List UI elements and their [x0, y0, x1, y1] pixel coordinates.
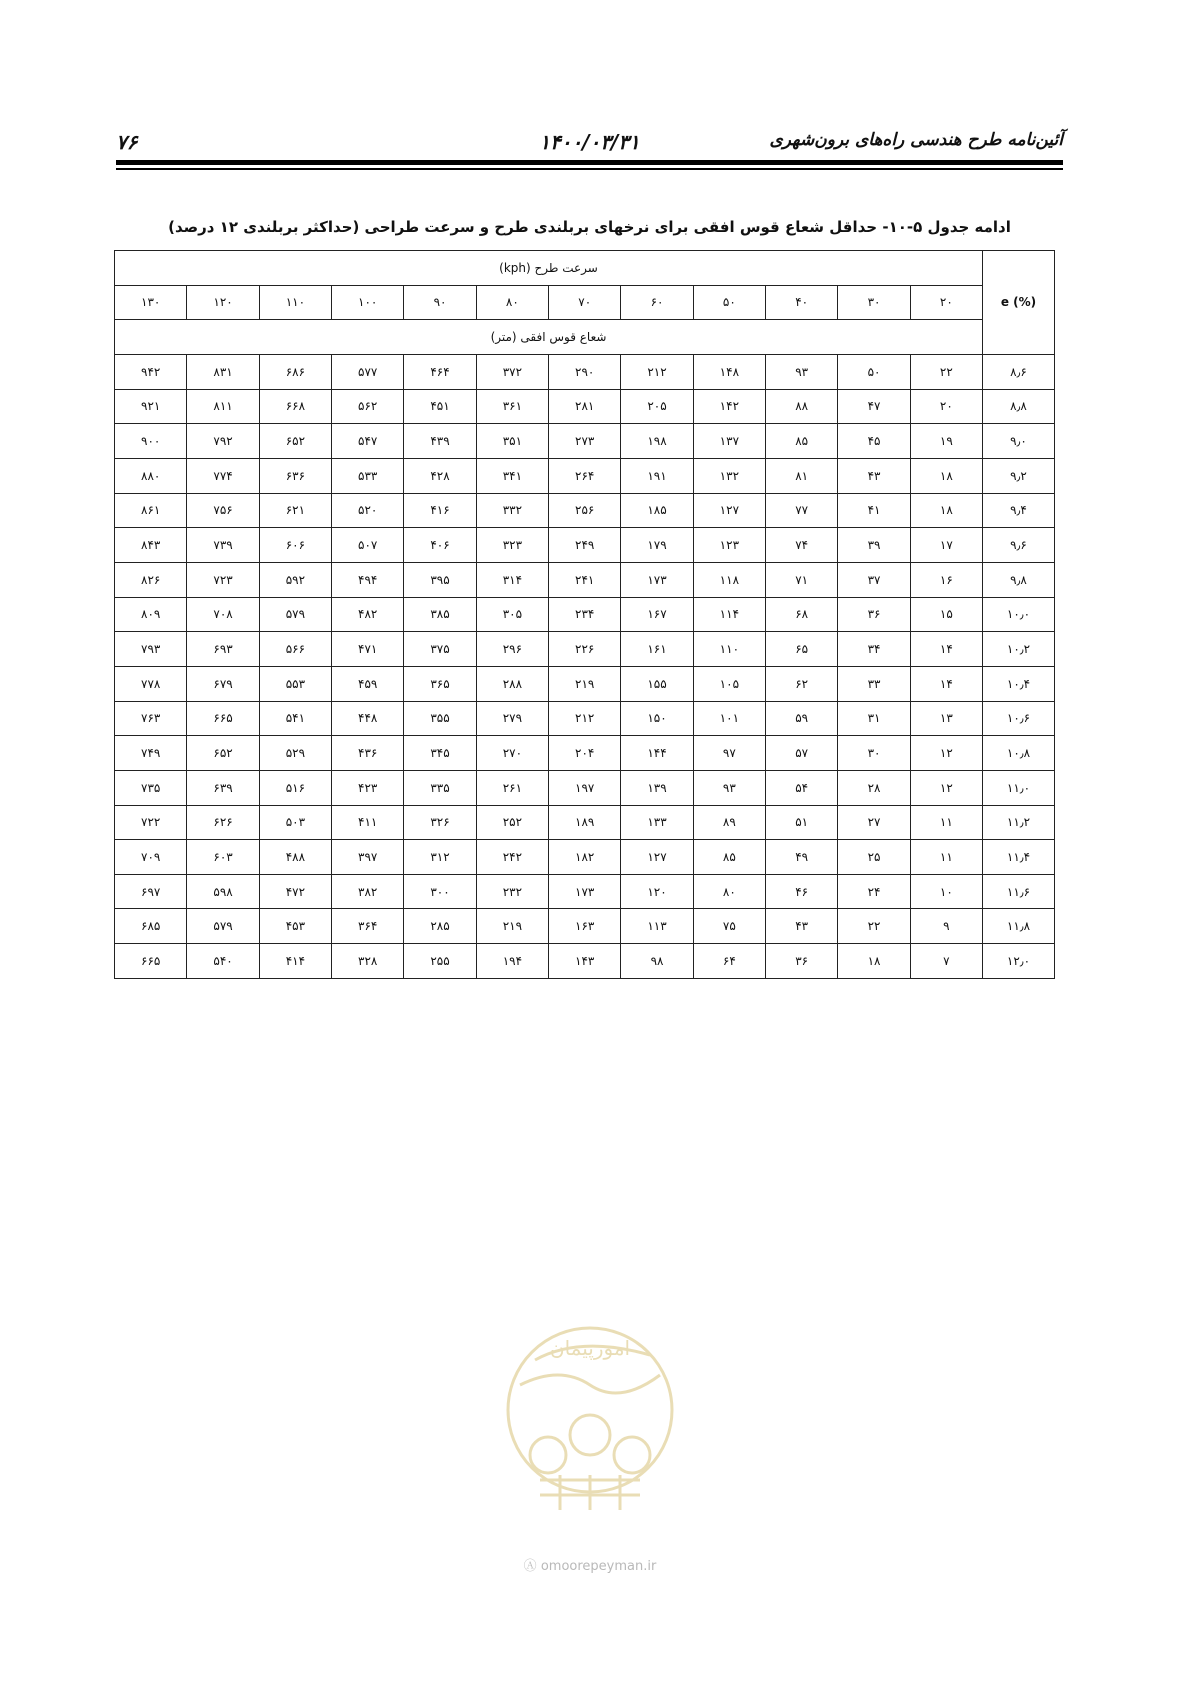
- radius-cell: ۱۳۳: [621, 805, 693, 840]
- e-value-cell: ۱۱٫۴: [983, 840, 1055, 875]
- radius-cell: ۳۴۱: [476, 458, 548, 493]
- radius-cell: ۱۸۵: [621, 493, 693, 528]
- radius-cell: ۵۴۷: [332, 424, 404, 459]
- radius-cell: ۲۱۹: [476, 909, 548, 944]
- radius-cell: ۴۶۴: [404, 354, 476, 389]
- radius-cell: ۷: [910, 944, 982, 979]
- speed-cell: ۶۰: [621, 285, 693, 320]
- radius-cell: ۲۳۴: [549, 597, 621, 632]
- e-value-cell: ۱۱٫۶: [983, 874, 1055, 909]
- speed-cell: ۱۳۰: [115, 285, 187, 320]
- radius-cell: ۹۳: [766, 354, 838, 389]
- watermark-logo-text: امورپیمان: [549, 1336, 631, 1360]
- radius-cell: ۲۵: [838, 840, 910, 875]
- radius-cell: ۲۵۵: [404, 944, 476, 979]
- radius-cell: ۱۱: [910, 840, 982, 875]
- radius-cell: ۸۶۱: [115, 493, 187, 528]
- radius-cell: ۴۹: [766, 840, 838, 875]
- radius-cell: ۳۶۵: [404, 666, 476, 701]
- radius-cell: ۱۴۲: [693, 389, 765, 424]
- radius-cell: ۴۸۲: [332, 597, 404, 632]
- radius-cell: ۱۴۴: [621, 736, 693, 771]
- radius-cell: ۷۰۸: [187, 597, 259, 632]
- radius-cell: ۶۶۵: [115, 944, 187, 979]
- radius-cell: ۴۷: [838, 389, 910, 424]
- radius-cell: ۲۱۹: [549, 666, 621, 701]
- radius-cell: ۳۰۵: [476, 597, 548, 632]
- at-icon: Ⓐ: [523, 1559, 537, 1574]
- radius-cell: ۵۰۳: [259, 805, 331, 840]
- radius-cell: ۶۵: [766, 632, 838, 667]
- radius-cell: ۷۰۹: [115, 840, 187, 875]
- e-value-cell: ۹٫۸: [983, 562, 1055, 597]
- radius-cell: ۴۶: [766, 874, 838, 909]
- radius-cell: ۳۶: [838, 597, 910, 632]
- radius-cell: ۶۰۳: [187, 840, 259, 875]
- radius-cell: ۵۷: [766, 736, 838, 771]
- radius-cell: ۲۸: [838, 770, 910, 805]
- radius-cell: ۸۰۹: [115, 597, 187, 632]
- radius-cell: ۱۷: [910, 528, 982, 563]
- radius-cell: ۶۷۹: [187, 666, 259, 701]
- e-value-cell: ۱۱٫۲: [983, 805, 1055, 840]
- radius-cell: ۲۰: [910, 389, 982, 424]
- speed-header-row: [115, 251, 1055, 286]
- radius-cell: ۳۶۴: [332, 909, 404, 944]
- radius-cell: ۸۳۱: [187, 354, 259, 389]
- radius-cell: ۵۶۶: [259, 632, 331, 667]
- radius-cell: ۱۶۷: [621, 597, 693, 632]
- e-value-cell: ۹٫۶: [983, 528, 1055, 563]
- radius-cell: ۶۸۵: [115, 909, 187, 944]
- e-value-cell: ۹٫۲: [983, 458, 1055, 493]
- radius-cell: ۶۸۶: [259, 354, 331, 389]
- radius-cell: ۲۲: [910, 354, 982, 389]
- radius-cell: ۲۷۳: [549, 424, 621, 459]
- table-row: [115, 424, 1055, 459]
- radius-cell: ۶۵۲: [187, 736, 259, 771]
- radius-cell: ۵۹: [766, 701, 838, 736]
- radius-cell: ۴۱۶: [404, 493, 476, 528]
- radius-cell: ۳۷۵: [404, 632, 476, 667]
- radius-cell: ۵۱: [766, 805, 838, 840]
- radius-cell: ۸۵: [766, 424, 838, 459]
- radius-cell: ۲۶۱: [476, 770, 548, 805]
- e-value-cell: ۹٫۴: [983, 493, 1055, 528]
- radius-cell: ۳۱۲: [404, 840, 476, 875]
- radius-cell: ۹۴۲: [115, 354, 187, 389]
- radius-cell: ۶۲۶: [187, 805, 259, 840]
- radius-cell: ۲۱۲: [549, 701, 621, 736]
- radius-cell: ۱۳: [910, 701, 982, 736]
- radius-cell: ۸۸: [766, 389, 838, 424]
- radius-cell: ۶۲۱: [259, 493, 331, 528]
- e-value-cell: ۹٫۰: [983, 424, 1055, 459]
- radius-cell: ۵۷۹: [187, 909, 259, 944]
- radius-cell: ۴۷۲: [259, 874, 331, 909]
- radius-cell: ۱۸: [910, 458, 982, 493]
- radius-cell: ۱۴: [910, 666, 982, 701]
- watermark-logo: [500, 1315, 680, 1525]
- table-row: [115, 840, 1055, 875]
- radius-cell: ۳۵۵: [404, 701, 476, 736]
- radius-cell: ۷۴: [766, 528, 838, 563]
- radius-cell: ۷۵: [693, 909, 765, 944]
- e-value-cell: ۱۰٫۴: [983, 666, 1055, 701]
- radius-cell: ۶۹۳: [187, 632, 259, 667]
- radius-cell: ۳۷۲: [476, 354, 548, 389]
- radius-cell: ۴۱: [838, 493, 910, 528]
- radius-cell: ۲۴۲: [476, 840, 548, 875]
- table-row: [115, 944, 1055, 979]
- radius-cell: ۴۵۳: [259, 909, 331, 944]
- radius-cell: ۵۲۰: [332, 493, 404, 528]
- table-row: [115, 493, 1055, 528]
- radius-cell: ۸۵: [693, 840, 765, 875]
- radius-cell: ۸۸۰: [115, 458, 187, 493]
- radius-cell: ۱۹۸: [621, 424, 693, 459]
- radius-header: شعاع قوس افقی (متر): [115, 320, 983, 355]
- table-caption: ادامه جدول ۵-۱۰- حداقل شعاع قوس افقی برای نرخهای بربلندی طرح و سرعت طراحی (حداکثر بربلندی ۱۲ درصد): [168, 218, 1011, 236]
- radius-cell: ۱۰: [910, 874, 982, 909]
- radius-cell: ۴۹۴: [332, 562, 404, 597]
- radius-cell: ۱۱۸: [693, 562, 765, 597]
- radius-cell: ۲۰۴: [549, 736, 621, 771]
- radius-cell: ۶۳۹: [187, 770, 259, 805]
- radius-cell: ۷۹۳: [115, 632, 187, 667]
- radius-cell: ۱۲: [910, 736, 982, 771]
- radius-cell: ۲۴۹: [549, 528, 621, 563]
- radius-cell: ۴۳۹: [404, 424, 476, 459]
- radius-cell: ۱۲۰: [621, 874, 693, 909]
- radius-cell: ۹۰۰: [115, 424, 187, 459]
- radius-cell: ۱۶: [910, 562, 982, 597]
- radius-cell: ۲۲: [838, 909, 910, 944]
- radius-cell: ۶۹۷: [115, 874, 187, 909]
- radius-cell: ۳۷: [838, 562, 910, 597]
- radius-cell: ۱۴۸: [693, 354, 765, 389]
- radius-cell: ۱۵۵: [621, 666, 693, 701]
- radius-cell: ۷۷۸: [115, 666, 187, 701]
- radius-cell: ۱۵۰: [621, 701, 693, 736]
- radius-table: [114, 250, 1055, 979]
- radius-cell: ۱۴۳: [549, 944, 621, 979]
- radius-cell: ۳۰: [838, 736, 910, 771]
- e-percent-header: e (%): [983, 251, 1055, 355]
- radius-cell: ۶۰۶: [259, 528, 331, 563]
- radius-cell: ۷۲۳: [187, 562, 259, 597]
- speed-cell: ۸۰: [476, 285, 548, 320]
- radius-cell: ۱۸۹: [549, 805, 621, 840]
- radius-cell: ۵۲۹: [259, 736, 331, 771]
- radius-cell: ۴۵۱: [404, 389, 476, 424]
- radius-cell: ۴۳۶: [332, 736, 404, 771]
- radius-cell: ۱۵: [910, 597, 982, 632]
- radius-cell: ۴۳: [766, 909, 838, 944]
- radius-cell: ۱۹: [910, 424, 982, 459]
- speed-cell: ۷۰: [549, 285, 621, 320]
- radius-cell: ۳۶۱: [476, 389, 548, 424]
- speed-cell: ۴۰: [766, 285, 838, 320]
- e-value-cell: ۱۰٫۶: [983, 701, 1055, 736]
- radius-cell: ۳۸۵: [404, 597, 476, 632]
- watermark-url: [500, 1555, 680, 1574]
- table-row: [115, 666, 1055, 701]
- radius-cell: ۸۱: [766, 458, 838, 493]
- radius-cell: ۱۹۱: [621, 458, 693, 493]
- radius-cell: ۶۶۵: [187, 701, 259, 736]
- radius-cell: ۵۴۰: [187, 944, 259, 979]
- radius-cell: ۳۹۷: [332, 840, 404, 875]
- radius-cell: ۲۲۶: [549, 632, 621, 667]
- radius-cell: ۱۷۳: [549, 874, 621, 909]
- radius-cell: ۳۱۴: [476, 562, 548, 597]
- radius-cell: ۷۱: [766, 562, 838, 597]
- header-date: ۱۴۰۰/۰۳/۳۱: [539, 130, 640, 154]
- radius-cell: ۴۱۴: [259, 944, 331, 979]
- table-row: [115, 597, 1055, 632]
- radius-cell: ۱۳۹: [621, 770, 693, 805]
- radius-cell: ۸۰: [693, 874, 765, 909]
- radius-cell: ۵۹۲: [259, 562, 331, 597]
- radius-cell: ۱۶۳: [549, 909, 621, 944]
- radius-cell: ۴۲۳: [332, 770, 404, 805]
- speed-header: سرعت طرح (kph): [115, 251, 983, 286]
- e-value-cell: ۱۲٫۰: [983, 944, 1055, 979]
- radius-cell: ۳۴: [838, 632, 910, 667]
- radius-cell: ۱۱: [910, 805, 982, 840]
- radius-cell: ۵۹۸: [187, 874, 259, 909]
- radius-cell: ۶۸: [766, 597, 838, 632]
- table-row: [115, 874, 1055, 909]
- radius-cell: ۲۵۲: [476, 805, 548, 840]
- radius-cell: ۶۴: [693, 944, 765, 979]
- radius-cell: ۱۲۷: [621, 840, 693, 875]
- table-row: [115, 909, 1055, 944]
- radius-cell: ۲۴۱: [549, 562, 621, 597]
- e-value-cell: ۱۰٫۲: [983, 632, 1055, 667]
- speed-cell: ۱۱۰: [259, 285, 331, 320]
- radius-cell: ۴۲۸: [404, 458, 476, 493]
- table-row: [115, 562, 1055, 597]
- radius-cell: ۲۰۵: [621, 389, 693, 424]
- radius-cell: ۵۵۳: [259, 666, 331, 701]
- radius-cell: ۲۸۱: [549, 389, 621, 424]
- radius-cell: ۷۹۲: [187, 424, 259, 459]
- radius-cell: ۶۳۶: [259, 458, 331, 493]
- radius-cell: ۱۶۱: [621, 632, 693, 667]
- table-row: [115, 458, 1055, 493]
- radius-cell: ۹۷: [693, 736, 765, 771]
- radius-header-row: [115, 320, 1055, 355]
- radius-cell: ۴۵۹: [332, 666, 404, 701]
- radius-cell: ۴۳: [838, 458, 910, 493]
- radius-cell: ۱۳۷: [693, 424, 765, 459]
- table-row: [115, 770, 1055, 805]
- radius-cell: ۷۷: [766, 493, 838, 528]
- radius-cell: ۳۳۵: [404, 770, 476, 805]
- speed-cell: ۳۰: [838, 285, 910, 320]
- table-row: [115, 736, 1055, 771]
- radius-cell: ۶۶۸: [259, 389, 331, 424]
- table-row: [115, 632, 1055, 667]
- radius-cell: ۴۸۸: [259, 840, 331, 875]
- radius-cell: ۳۲۶: [404, 805, 476, 840]
- page-number: ۷۶: [116, 130, 138, 154]
- radius-cell: ۳۱: [838, 701, 910, 736]
- radius-cell: ۵۷۹: [259, 597, 331, 632]
- speed-cell: ۲۰: [910, 285, 982, 320]
- speed-cell: ۹۰: [404, 285, 476, 320]
- radius-cell: ۱۲۳: [693, 528, 765, 563]
- radius-cell: ۲۸۸: [476, 666, 548, 701]
- radius-cell: ۱۷۳: [621, 562, 693, 597]
- radius-cell: ۳۳: [838, 666, 910, 701]
- radius-cell: ۵۷۷: [332, 354, 404, 389]
- radius-cell: ۸۲۶: [115, 562, 187, 597]
- table-row: [115, 805, 1055, 840]
- radius-cell: ۷۵۶: [187, 493, 259, 528]
- radius-cell: ۵۰: [838, 354, 910, 389]
- table-row: [115, 701, 1055, 736]
- radius-cell: ۲۷۹: [476, 701, 548, 736]
- radius-cell: ۲۹۰: [549, 354, 621, 389]
- speed-cell: ۵۰: [693, 285, 765, 320]
- radius-cell: ۷۲۲: [115, 805, 187, 840]
- radius-cell: ۱۱۳: [621, 909, 693, 944]
- radius-cell: ۹: [910, 909, 982, 944]
- radius-cell: ۳۴۵: [404, 736, 476, 771]
- radius-cell: ۸۴۳: [115, 528, 187, 563]
- header-rule-thick: [116, 160, 1063, 165]
- radius-cell: ۴۷۱: [332, 632, 404, 667]
- radius-cell: ۹۸: [621, 944, 693, 979]
- header-rule-thin: [116, 168, 1063, 170]
- radius-cell: ۷۳۵: [115, 770, 187, 805]
- radius-cell: ۲۵۶: [549, 493, 621, 528]
- radius-cell: ۳۲۸: [332, 944, 404, 979]
- radius-cell: ۱۸: [838, 944, 910, 979]
- speed-values-row: [115, 285, 1055, 320]
- radius-cell: ۵۳۳: [332, 458, 404, 493]
- table-row: [115, 389, 1055, 424]
- e-value-cell: ۱۱٫۸: [983, 909, 1055, 944]
- radius-cell: ۲۷: [838, 805, 910, 840]
- radius-cell: ۱۳۲: [693, 458, 765, 493]
- radius-cell: ۲۸۵: [404, 909, 476, 944]
- speed-cell: ۱۰۰: [332, 285, 404, 320]
- radius-cell: ۴۰۶: [404, 528, 476, 563]
- radius-cell: ۷۶۳: [115, 701, 187, 736]
- radius-cell: ۱۹۷: [549, 770, 621, 805]
- radius-cell: ۸۱۱: [187, 389, 259, 424]
- table-row: [115, 528, 1055, 563]
- radius-cell: ۱۸: [910, 493, 982, 528]
- radius-cell: ۲۳۲: [476, 874, 548, 909]
- e-value-cell: ۱۱٫۰: [983, 770, 1055, 805]
- radius-cell: ۵۰۷: [332, 528, 404, 563]
- radius-cell: ۵۴: [766, 770, 838, 805]
- e-value-cell: ۱۰٫۰: [983, 597, 1055, 632]
- radius-cell: ۳۲۳: [476, 528, 548, 563]
- radius-cell: ۱۱۴: [693, 597, 765, 632]
- radius-cell: ۵۶۲: [332, 389, 404, 424]
- e-value-cell: ۸٫۸: [983, 389, 1055, 424]
- radius-cell: ۱۰۱: [693, 701, 765, 736]
- radius-cell: ۶۲: [766, 666, 838, 701]
- radius-cell: ۷۷۴: [187, 458, 259, 493]
- radius-cell: ۲۷۰: [476, 736, 548, 771]
- radius-cell: ۹۳: [693, 770, 765, 805]
- radius-cell: ۹۲۱: [115, 389, 187, 424]
- table-row: [115, 354, 1055, 389]
- radius-cell: ۳۸۲: [332, 874, 404, 909]
- radius-cell: ۶۵۲: [259, 424, 331, 459]
- radius-cell: ۳۳۲: [476, 493, 548, 528]
- e-value-cell: ۸٫۶: [983, 354, 1055, 389]
- radius-cell: ۸۹: [693, 805, 765, 840]
- radius-cell: ۳۹۵: [404, 562, 476, 597]
- radius-cell: ۳۰۰: [404, 874, 476, 909]
- radius-cell: ۱۱۰: [693, 632, 765, 667]
- speed-cell: ۱۲۰: [187, 285, 259, 320]
- radius-cell: ۲۹۶: [476, 632, 548, 667]
- radius-cell: ۲۴: [838, 874, 910, 909]
- radius-cell: ۵۴۱: [259, 701, 331, 736]
- radius-cell: ۴۴۸: [332, 701, 404, 736]
- radius-cell: ۱۸۲: [549, 840, 621, 875]
- radius-cell: ۱۰۵: [693, 666, 765, 701]
- radius-cell: ۴۱۱: [332, 805, 404, 840]
- radius-cell: ۲۱۲: [621, 354, 693, 389]
- radius-cell: ۱۲: [910, 770, 982, 805]
- radius-cell: ۱۷۹: [621, 528, 693, 563]
- e-value-cell: ۱۰٫۸: [983, 736, 1055, 771]
- watermark-url-text: omoorepeyman.ir: [540, 1559, 657, 1574]
- radius-cell: ۵۱۶: [259, 770, 331, 805]
- radius-cell: ۷۴۹: [115, 736, 187, 771]
- radius-cell: ۴۵: [838, 424, 910, 459]
- radius-cell: ۱۲۷: [693, 493, 765, 528]
- radius-cell: ۲۶۴: [549, 458, 621, 493]
- radius-cell: ۳۶: [766, 944, 838, 979]
- radius-cell: ۱۹۴: [476, 944, 548, 979]
- radius-cell: ۳۹: [838, 528, 910, 563]
- page-header: [116, 130, 1063, 156]
- radius-cell: ۱۴: [910, 632, 982, 667]
- radius-cell: ۳۵۱: [476, 424, 548, 459]
- radius-cell: ۷۳۹: [187, 528, 259, 563]
- book-title: آئین‌نامه طرح هندسی راه‌های برون‌شهری: [769, 130, 1063, 150]
